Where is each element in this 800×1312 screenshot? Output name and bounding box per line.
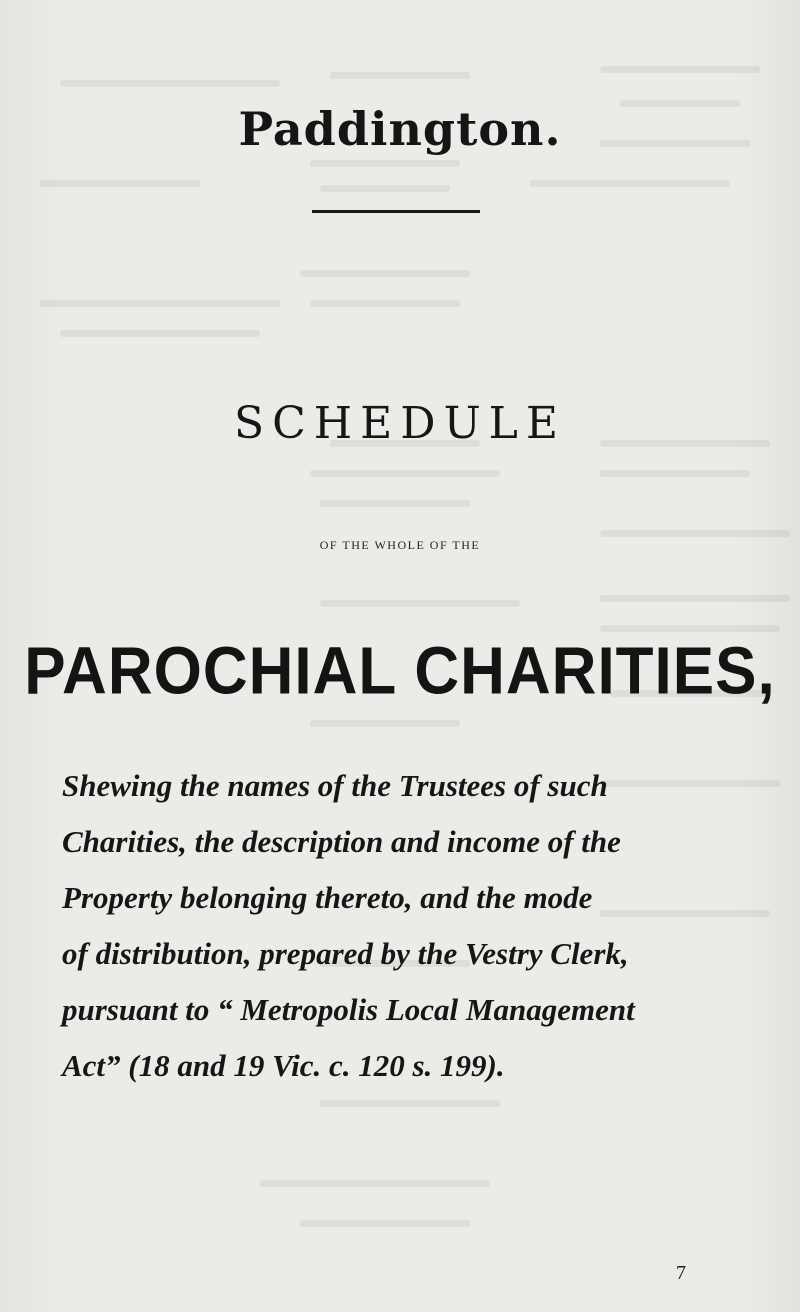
description-line: Property belonging thereto, and the mode (62, 880, 593, 915)
description-line: Charities, the description and income of the (62, 824, 621, 859)
description-line: of distribution, prepared by the Vestry Clerk, (62, 936, 629, 971)
description-line: Act” (18 and 19 Vic. c. 120 s. 199). (62, 1048, 505, 1083)
place-heading: Paddington. (238, 102, 562, 156)
description-paragraph (62, 758, 752, 1094)
description-line: pursuant to “ Metropolis Local Management (62, 992, 635, 1027)
page-number: 7 (676, 1262, 686, 1284)
description-line: Shewing the names of the Trustees of such (62, 768, 608, 803)
charities-heading: PAROCHIAL CHARITIES, (24, 634, 776, 709)
schedule-heading: SCHEDULE (234, 398, 566, 449)
of-the-whole-line: OF THE WHOLE OF THE (319, 538, 481, 552)
heading-underline (312, 210, 480, 213)
